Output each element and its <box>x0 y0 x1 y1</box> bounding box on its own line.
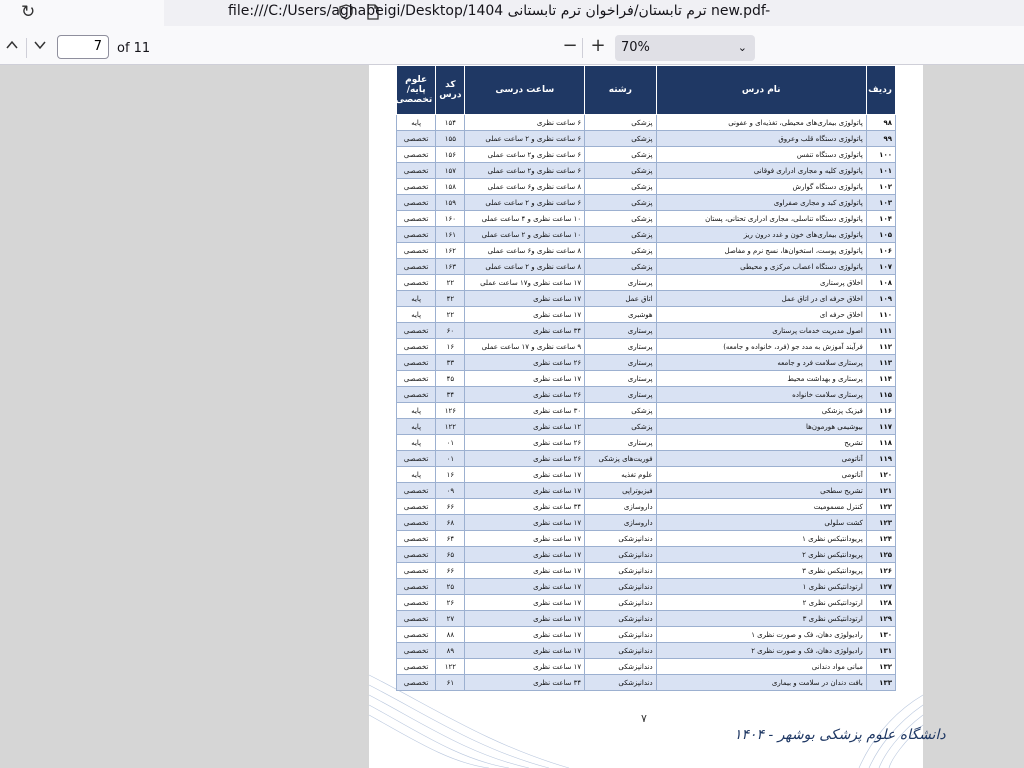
cell-hours: ۶ ساعت نظری و ۲ ساعت عملی <box>465 195 585 211</box>
cell-number: ۱۰۰ <box>866 147 895 163</box>
cell-code: ۱۶۲ <box>436 243 465 259</box>
cell-field: فیزیوتراپی <box>585 483 656 499</box>
cell-field: دندانپزشکی <box>585 579 656 595</box>
cell-hours: ۱۷ ساعت نظری <box>465 659 585 675</box>
cell-field: فوریت‌های پزشکی <box>585 451 656 467</box>
table-row <box>397 659 896 675</box>
table-row <box>397 227 896 243</box>
course-table <box>396 65 896 691</box>
cell-code: ۱۶۰ <box>436 211 465 227</box>
cell-field: پزشکی <box>585 403 656 419</box>
cell-hours: ۱۷ ساعت نظری <box>465 291 585 307</box>
cell-course-name: رادیولوژی دهان، فک و صورت نظری ۱ <box>656 627 866 643</box>
cell-number: ۱۲۲ <box>866 499 895 515</box>
cell-course-name: پاتولوژی بیماری‌های محیطی، تغذیه‌ای و عفونی <box>656 115 866 131</box>
cell-number: ۱۲۸ <box>866 595 895 611</box>
table-row <box>397 243 896 259</box>
cell-course-name: پاتولوژی پوست، استخوان‌ها، نسج نرم و مفاصل <box>656 243 866 259</box>
cell-number: ۱۰۵ <box>866 227 895 243</box>
cell-course-name: ارتودانتیکس نظری ۳ <box>656 611 866 627</box>
cell-field: دندانپزشکی <box>585 611 656 627</box>
cell-number: ۱۰۳ <box>866 195 895 211</box>
cell-course-name: پاتولوژی دستگاه اعصاب مرکزی و محیطی <box>656 259 866 275</box>
cell-number: ۱۱۳ <box>866 355 895 371</box>
cell-field: علوم تغذیه <box>585 467 656 483</box>
cell-type: تخصصی <box>397 259 436 275</box>
cell-code: ۶۵ <box>436 547 465 563</box>
cell-code: ۴۲ <box>436 291 465 307</box>
cell-field: پرستاری <box>585 387 656 403</box>
cell-type: تخصصی <box>397 387 436 403</box>
table-row <box>397 675 896 691</box>
cell-number: ۱۳۲ <box>866 659 895 675</box>
cell-type: تخصصی <box>397 163 436 179</box>
cell-code: ۱۶ <box>436 339 465 355</box>
cell-code: ۱۶۱ <box>436 227 465 243</box>
cell-course-name: بافت دندان در سلامت و بیماری <box>656 675 866 691</box>
cell-type: تخصصی <box>397 131 436 147</box>
cell-hours: ۳۴ ساعت نظری <box>465 499 585 515</box>
cell-number: ۱۱۴ <box>866 371 895 387</box>
cell-hours: ۱۷ ساعت نظری <box>465 563 585 579</box>
toolbar-divider <box>582 38 583 58</box>
cell-code: ۸۹ <box>436 643 465 659</box>
cell-number: ۱۰۶ <box>866 243 895 259</box>
cell-code: ۱۵۴ <box>436 115 465 131</box>
cell-number: ۱۱۰ <box>866 307 895 323</box>
cell-hours: ۸ ساعت نظری و۶ ساعت عملی <box>465 179 585 195</box>
cell-hours: ۱۷ ساعت نظری <box>465 307 585 323</box>
cell-course-name: ارتودانتیکس نظری ۱ <box>656 579 866 595</box>
table-row <box>397 291 896 307</box>
cell-code: ۲۶ <box>436 595 465 611</box>
url-text[interactable]: file:///C:/Users/aghabeigi/Desktop/1404 ترم تابستان/فراخوان ترم تابستانی new.pdf- <box>228 3 771 19</box>
table-row <box>397 403 896 419</box>
column-header-field: رشته <box>585 66 656 115</box>
cell-hours: ۱۰ ساعت نظری و ۲ ساعت عملی <box>465 227 585 243</box>
cell-type: پایه <box>397 307 436 323</box>
cell-type: تخصصی <box>397 547 436 563</box>
cell-field: دندانپزشکی <box>585 675 656 691</box>
cell-number: ۹۹ <box>866 131 895 147</box>
table-row <box>397 131 896 147</box>
cell-code: ۱۵۷ <box>436 163 465 179</box>
cell-field: پزشکی <box>585 227 656 243</box>
cell-hours: ۱۷ ساعت نظری <box>465 595 585 611</box>
chevron-up-icon <box>5 38 19 52</box>
table-row <box>397 563 896 579</box>
cell-field: دندانپزشکی <box>585 531 656 547</box>
pdf-toolbar <box>0 32 1024 65</box>
table-row <box>397 307 896 323</box>
cell-hours: ۲۶ ساعت نظری <box>465 451 585 467</box>
cell-field: پرستاری <box>585 323 656 339</box>
cell-hours: ۶ ساعت نظری و۲ ساعت عملی <box>465 163 585 179</box>
cell-field: پزشکی <box>585 147 656 163</box>
cell-type: تخصصی <box>397 371 436 387</box>
cell-number: ۱۳۱ <box>866 643 895 659</box>
university-footer: دانشگاه علوم پزشکی بوشهر - ۱۴۰۴ <box>734 727 946 743</box>
chevron-down-icon: ⌄ <box>737 41 747 54</box>
cell-field: پزشکی <box>585 211 656 227</box>
cell-field: دندانپزشکی <box>585 643 656 659</box>
cell-number: ۱۰۲ <box>866 179 895 195</box>
cell-code: ۲۷ <box>436 611 465 627</box>
table-body <box>397 115 896 691</box>
cell-number: ۱۳۳ <box>866 675 895 691</box>
cell-course-name: فرآیند آموزش به مدد جو (فرد، خانواده و جامعه) <box>656 339 866 355</box>
cell-course-name: کشت سلولی <box>656 515 866 531</box>
cell-code: ۶۶ <box>436 563 465 579</box>
cell-code: ۲۵ <box>436 579 465 595</box>
column-header-code: کد درس <box>436 66 465 115</box>
cell-course-name: پاتولوژی دستگاه گوارش <box>656 179 866 195</box>
reload-icon[interactable]: ↻ <box>21 2 36 22</box>
cell-course-name: اخلاق حرفه ای <box>656 307 866 323</box>
cell-code: ۰۱ <box>436 435 465 451</box>
cell-hours: ۹ ساعت نظری و ۱۷ ساعت عملی <box>465 339 585 355</box>
table-row <box>397 579 896 595</box>
cell-type: تخصصی <box>397 227 436 243</box>
cell-hours: ۱۷ ساعت نظری <box>465 371 585 387</box>
cell-hours: ۲۶ ساعت نظری <box>465 355 585 371</box>
cell-type: تخصصی <box>397 483 436 499</box>
cell-code: ۱۶۳ <box>436 259 465 275</box>
table-row <box>397 483 896 499</box>
toolbar-divider <box>26 38 27 58</box>
cell-hours: ۶ ساعت نظری و ۲ ساعت عملی <box>465 131 585 147</box>
table-row <box>397 163 896 179</box>
table-row <box>397 435 896 451</box>
cell-field: پزشکی <box>585 115 656 131</box>
cell-field: اتاق عمل <box>585 291 656 307</box>
cell-number: ۱۲۹ <box>866 611 895 627</box>
cell-type: تخصصی <box>397 611 436 627</box>
table-row <box>397 371 896 387</box>
table-row <box>397 339 896 355</box>
cell-course-name: پریودانتیکس نظری ۱ <box>656 531 866 547</box>
cell-number: ۱۱۹ <box>866 451 895 467</box>
pdf-page <box>369 65 946 768</box>
cell-field: پزشکی <box>585 131 656 147</box>
cell-field: پزشکی <box>585 259 656 275</box>
cell-code: ۱۲۶ <box>436 403 465 419</box>
cell-course-name: تشریح <box>656 435 866 451</box>
cell-type: تخصصی <box>397 275 436 291</box>
cell-hours: ۳۴ ساعت نظری <box>465 675 585 691</box>
cell-code: ۱۵۹ <box>436 195 465 211</box>
column-header-course-name: نام درس <box>656 66 866 115</box>
cell-hours: ۲۶ ساعت نظری <box>465 387 585 403</box>
cell-code: ۶۱ <box>436 675 465 691</box>
table-row <box>397 387 896 403</box>
cell-number: ۱۲۷ <box>866 579 895 595</box>
cell-course-name: پاتولوژی کلیه و مجاری ادراری فوقانی <box>656 163 866 179</box>
table-row <box>397 515 896 531</box>
cell-field: دندانپزشکی <box>585 563 656 579</box>
cell-hours: ۶ ساعت نظری و۲ ساعت عملی <box>465 147 585 163</box>
cell-hours: ۱۷ ساعت نظری <box>465 579 585 595</box>
cell-hours: ۱۰ ساعت نظری و ۴ ساعت عملی <box>465 211 585 227</box>
cell-code: ۴۵ <box>436 371 465 387</box>
cell-course-name: پاتولوژی کبد و مجاری صفراوی <box>656 195 866 211</box>
cell-course-name: بیوشیمی هورمون‌ها <box>656 419 866 435</box>
cell-course-name: پرستاری و بهداشت محیط <box>656 371 866 387</box>
cell-type: تخصصی <box>397 579 436 595</box>
cell-hours: ۱۷ ساعت نظری <box>465 467 585 483</box>
cell-course-name: اصول مدیریت خدمات پرستاری <box>656 323 866 339</box>
cell-code: ۱۵۶ <box>436 147 465 163</box>
cell-code: ۱۵۸ <box>436 179 465 195</box>
cell-field: پزشکی <box>585 243 656 259</box>
cell-course-name: پریودانتیکس نظری ۳ <box>656 563 866 579</box>
table-header-row <box>397 66 896 115</box>
cell-field: پرستاری <box>585 371 656 387</box>
cell-hours: ۸ ساعت نظری و ۲ ساعت عملی <box>465 259 585 275</box>
cell-number: ۱۱۸ <box>866 435 895 451</box>
cell-hours: ۱۷ ساعت نظری <box>465 627 585 643</box>
cell-code: ۲۲ <box>436 307 465 323</box>
table-row <box>397 179 896 195</box>
cell-type: تخصصی <box>397 643 436 659</box>
cell-type: پایه <box>397 419 436 435</box>
cell-hours: ۱۷ ساعت نظری <box>465 611 585 627</box>
cell-number: ۱۰۸ <box>866 275 895 291</box>
cell-type: تخصصی <box>397 531 436 547</box>
column-header-type: علوم پایه/ تخصصی <box>397 66 436 115</box>
cell-field: پرستاری <box>585 435 656 451</box>
url-bar <box>0 0 1024 32</box>
cell-code: ۱۲۲ <box>436 419 465 435</box>
cell-number: ۱۱۶ <box>866 403 895 419</box>
cell-type: تخصصی <box>397 323 436 339</box>
cell-code: ۲۲ <box>436 275 465 291</box>
table-row <box>397 115 896 131</box>
cell-hours: ۲۶ ساعت نظری <box>465 435 585 451</box>
cell-hours: ۱۷ ساعت نظری <box>465 531 585 547</box>
cell-hours: ۳۰ ساعت نظری <box>465 403 585 419</box>
cell-number: ۱۲۰ <box>866 467 895 483</box>
table-row <box>397 259 896 275</box>
cell-hours: ۳۴ ساعت نظری <box>465 323 585 339</box>
cell-type: تخصصی <box>397 179 436 195</box>
chevron-down-icon <box>33 38 47 52</box>
table-row <box>397 531 896 547</box>
table-row <box>397 467 896 483</box>
table-row <box>397 275 896 291</box>
cell-hours: ۱۷ ساعت نظری و۱۷ ساعت عملی <box>465 275 585 291</box>
cell-number: ۱۰۱ <box>866 163 895 179</box>
zoom-select[interactable] <box>615 35 755 61</box>
cell-hours: ۱۷ ساعت نظری <box>465 643 585 659</box>
cell-course-name: کنترل مسمومیت <box>656 499 866 515</box>
cell-type: تخصصی <box>397 627 436 643</box>
cell-field: دندانپزشکی <box>585 627 656 643</box>
cell-field: پزشکی <box>585 195 656 211</box>
cell-code: ۶۸ <box>436 515 465 531</box>
table-row <box>397 211 896 227</box>
cell-course-name: فیزیک پزشکی <box>656 403 866 419</box>
cell-course-name: مبانی مواد دندانی <box>656 659 866 675</box>
cell-number: ۱۲۱ <box>866 483 895 499</box>
table-row <box>397 499 896 515</box>
cell-type: تخصصی <box>397 355 436 371</box>
table-row <box>397 451 896 467</box>
table-row <box>397 611 896 627</box>
cell-type: تخصصی <box>397 211 436 227</box>
cell-code: ۱۶ <box>436 467 465 483</box>
cell-number: ۱۱۷ <box>866 419 895 435</box>
table-row <box>397 419 896 435</box>
page-count-label: of 11 <box>117 41 151 56</box>
cell-code: ۶۶ <box>436 499 465 515</box>
cell-number: ۱۱۵ <box>866 387 895 403</box>
table-row <box>397 627 896 643</box>
cell-code: ۸۸ <box>436 627 465 643</box>
zoom-value: 70% <box>621 40 650 55</box>
cell-number: ۱۰۴ <box>866 211 895 227</box>
cell-number: ۱۱۱ <box>866 323 895 339</box>
cell-number: ۱۳۰ <box>866 627 895 643</box>
cell-field: دندانپزشکی <box>585 659 656 675</box>
cell-field: داروسازی <box>585 499 656 515</box>
cell-number: ۱۲۳ <box>866 515 895 531</box>
cell-field: پزشکی <box>585 179 656 195</box>
cell-type: تخصصی <box>397 243 436 259</box>
cell-number: ۱۲۴ <box>866 531 895 547</box>
cell-course-name: پاتولوژی دستگاه تناسلی، مجاری ادراری تحتانی، پستان <box>656 211 866 227</box>
cell-course-name: پرستاری سلامت خانواده <box>656 387 866 403</box>
cell-type: تخصصی <box>397 515 436 531</box>
cell-type: تخصصی <box>397 499 436 515</box>
cell-course-name: اخلاق پرستاری <box>656 275 866 291</box>
cell-course-name: پرستاری سلامت فرد و جامعه <box>656 355 866 371</box>
table-row <box>397 147 896 163</box>
table-row <box>397 643 896 659</box>
cell-type: تخصصی <box>397 659 436 675</box>
cell-field: پرستاری <box>585 339 656 355</box>
cell-course-name: رادیولوژی دهان، فک و صورت نظری ۲ <box>656 643 866 659</box>
cell-type: تخصصی <box>397 675 436 691</box>
cell-hours: ۱۷ ساعت نظری <box>465 515 585 531</box>
column-header-hours: ساعت درسی <box>465 66 585 115</box>
cell-code: ۱۲۲ <box>436 659 465 675</box>
cell-type: پایه <box>397 403 436 419</box>
cell-course-name: پاتولوژی دستگاه تنفس <box>656 147 866 163</box>
cell-hours: ۸ ساعت نظری و۶ ساعت عملی <box>465 243 585 259</box>
cell-field: پزشکی <box>585 163 656 179</box>
page-number: ۷ <box>641 712 647 725</box>
cell-type: پایه <box>397 291 436 307</box>
cell-field: داروسازی <box>585 515 656 531</box>
cell-type: تخصصی <box>397 451 436 467</box>
cell-type: تخصصی <box>397 595 436 611</box>
next-page-button[interactable] <box>28 36 52 60</box>
cell-field: پزشکی <box>585 419 656 435</box>
cell-type: تخصصی <box>397 339 436 355</box>
table-row <box>397 323 896 339</box>
cell-code: ۱۵۵ <box>436 131 465 147</box>
cell-type: تخصصی <box>397 147 436 163</box>
cell-type: تخصصی <box>397 195 436 211</box>
cell-code: ۰۹ <box>436 483 465 499</box>
pdf-viewer[interactable] <box>0 65 1024 768</box>
cell-course-name: پریودانتیکس نظری ۲ <box>656 547 866 563</box>
cell-number: ۹۸ <box>866 115 895 131</box>
cell-course-name: آناتومی <box>656 467 866 483</box>
page-number-input[interactable]: 7 <box>57 35 109 59</box>
cell-number: ۱۰۹ <box>866 291 895 307</box>
cell-course-name: پاتولوژی دستگاه قلب وعروق <box>656 131 866 147</box>
table-row <box>397 355 896 371</box>
cell-number: ۱۱۲ <box>866 339 895 355</box>
cell-course-name: آناتومی <box>656 451 866 467</box>
cell-number: ۱۲۵ <box>866 547 895 563</box>
cell-code: ۰۱ <box>436 451 465 467</box>
zoom-out-button[interactable]: − <box>562 35 578 56</box>
cell-field: دندانپزشکی <box>585 547 656 563</box>
cell-type: پایه <box>397 115 436 131</box>
table-row <box>397 195 896 211</box>
cell-course-name: پاتولوژی بیماری‌های خون و غدد درون ریز <box>656 227 866 243</box>
cell-hours: ۱۲ ساعت نظری <box>465 419 585 435</box>
cell-hours: ۶ ساعت نظری <box>465 115 585 131</box>
cell-type: تخصصی <box>397 563 436 579</box>
previous-page-button[interactable] <box>0 36 24 60</box>
cell-field: دندانپزشکی <box>585 595 656 611</box>
cell-course-name: ارتودانتیکس نظری ۲ <box>656 595 866 611</box>
table-row <box>397 595 896 611</box>
cell-number: ۱۰۷ <box>866 259 895 275</box>
cell-type: پایه <box>397 467 436 483</box>
cell-type: پایه <box>397 435 436 451</box>
zoom-in-button[interactable]: + <box>590 35 606 56</box>
cell-field: پرستاری <box>585 355 656 371</box>
cell-code: ۶۴ <box>436 531 465 547</box>
cell-hours: ۱۷ ساعت نظری <box>465 547 585 563</box>
table-row <box>397 547 896 563</box>
cell-hours: ۱۷ ساعت نظری <box>465 483 585 499</box>
cell-code: ۳۴ <box>436 387 465 403</box>
cell-field: هوشبری <box>585 307 656 323</box>
cell-course-name: تشریح سطحی <box>656 483 866 499</box>
cell-field: پرستاری <box>585 275 656 291</box>
cell-code: ۶۰ <box>436 323 465 339</box>
column-header-number: ردیف <box>866 66 895 115</box>
cell-code: ۳۳ <box>436 355 465 371</box>
cell-course-name: اخلاق حرفه ای در اتاق عمل <box>656 291 866 307</box>
cell-number: ۱۲۶ <box>866 563 895 579</box>
